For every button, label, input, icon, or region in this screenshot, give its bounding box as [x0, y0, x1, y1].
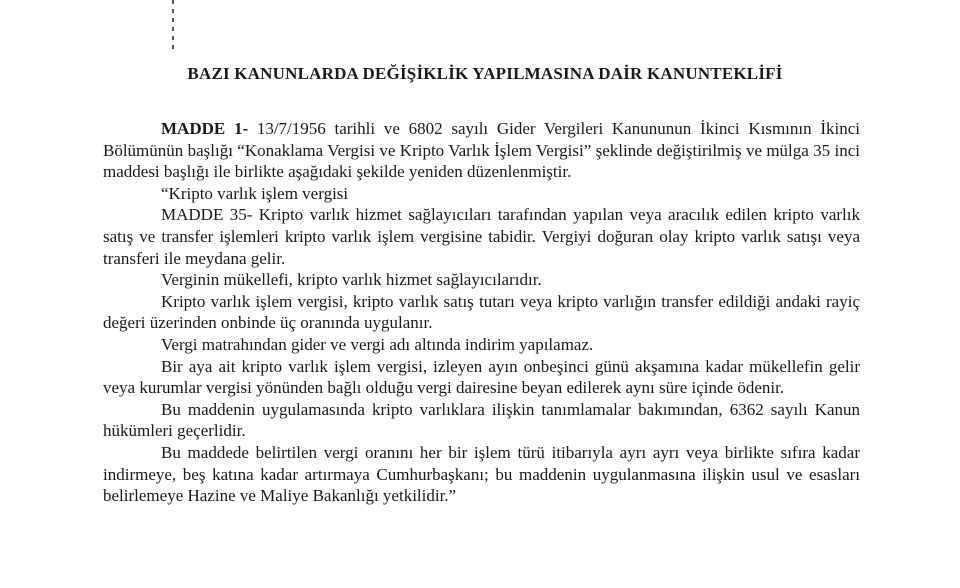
article-35-paragraph-4: Vergi matrahından gider ve vergi adı altında indirim yapılamaz. [161, 334, 594, 354]
document-title: BAZI KANUNLARDA DEĞİŞİKLİK YAPILMASINA DAİR KANUNTEKLİFİ [187, 64, 783, 83]
article-35-paragraph-7: Bu maddede belirtilen vergi oranını her bir işlem türü itibarıyla ayrı ayrı veya birlikte sıfıra kadar indirmeye, beş katına kadar artırmaya Cumhurbaşkanı; bu maddenin uygulanmasına ilişkin usul ve esasları belirlemeye Hazine ve Maliye Bakanlığı yetkilidir.” [103, 442, 860, 506]
article-35-heading: “Kripto varlık işlem vergisi [161, 183, 349, 203]
article-35-paragraph-5: Bir aya ait kripto varlık işlem vergisi, izleyen ayın onbeşinci günü akşamına kadar mükellefin gelir veya kurumlar vergisi yönünden bağlı olduğu vergi dairesine beyan edilerek aynı süre içinde ödenir. [103, 356, 860, 398]
article-1-text: 13/7/1956 tarihli ve 6802 sayılı Gider Vergileri Kanununun İkinci Kısmının İkinci Bölümünün başlığı “Konaklama Vergisi ve Kripto Varlık İşlem Vergisi” şeklinde değiştirilmiş ve mülga 35 inci maddesi başlığı ile birlikte aşağıdaki şekilde yeniden düzenlenmiştir. [103, 119, 860, 182]
article-1-label: MADDE 1- [161, 119, 249, 138]
article-35-paragraph-3: Kripto varlık işlem vergisi, kripto varlık satış tutarı veya kripto varlığın transfer edildiği andaki rayiç değeri üzerinden onbinde üç oranında uygulanır. [103, 291, 860, 333]
article-35-paragraph-6: Bu maddenin uygulamasında kripto varlıklara ilişkin tanımlamalar bakımından, 6362 sayılı Kanun hükümleri geçerlidir. [103, 399, 860, 441]
article-35-paragraph-2: Verginin mükellefi, kripto varlık hizmet sağlayıcılarıdır. [161, 270, 542, 290]
document-body [103, 118, 860, 507]
margin-guide-line [172, 0, 174, 50]
article-35-paragraph-1: MADDE 35- Kripto varlık hizmet sağlayıcıları tarafından yapılan veya aracılık edilen kripto varlık satış ve transfer işlemleri kripto varlık işlem vergisine tabidir. Vergiyi doğuran olay kripto varlık satışı veya transferi ile meydana gelir. [103, 205, 860, 268]
article-1-paragraph [103, 118, 860, 183]
